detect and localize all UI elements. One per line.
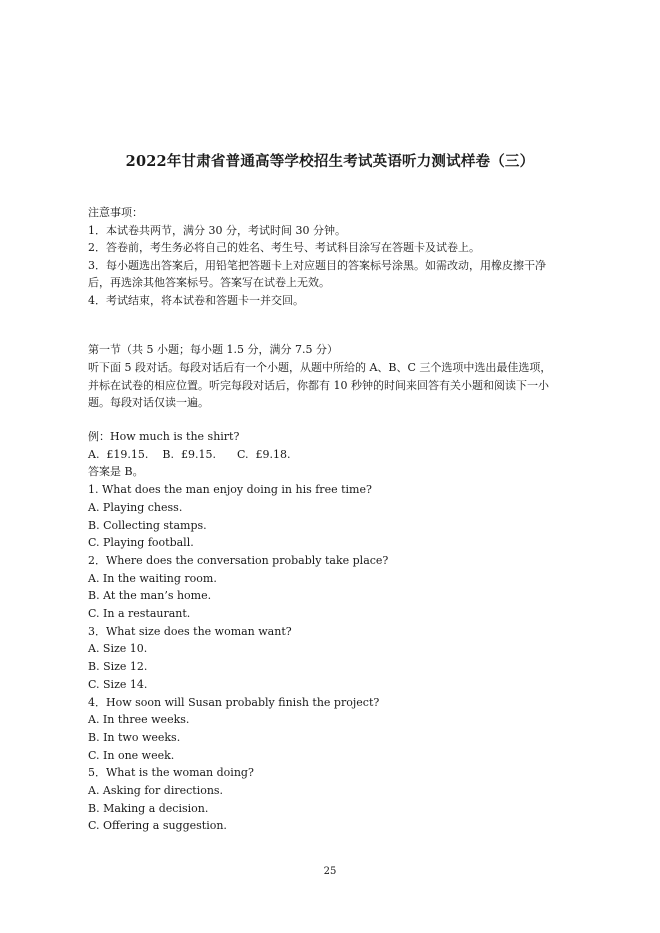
notes-heading: 注意事项： [88, 206, 143, 219]
question-option: B. Size 12. [88, 660, 148, 674]
questions-block [88, 428, 608, 835]
section-block [88, 341, 608, 412]
question-option: A. Asking for directions. [88, 784, 224, 798]
question-text: 5．What is the woman doing? [88, 766, 254, 780]
notes-line: 4．考试结束，将本试卷和答题卡一并交回。 [88, 293, 304, 307]
example-question: 例：How much is the shirt? [88, 430, 240, 443]
question-option: C. Size 14. [88, 677, 148, 691]
section-line: 并标在试卷的相应位置。听完每段对话后，你都有 10 秒钟的时间来回答有关小题和阅读下一小 [88, 378, 549, 392]
notes-line: 后，再选涂其他答案标号。答案写在试卷上无效。 [88, 276, 330, 290]
question-text: 2．Where does the conversation probably take place? [88, 553, 389, 567]
example-options: A. £19.15. B. £9.15. C. £9.18. [88, 447, 291, 461]
notes-line: 3．每小题选出答案后，用铅笔把答题卡上对应题目的答案标号涂黑。如需改动，用橡皮擦干净 [88, 258, 546, 272]
question-option: A. In three weeks. [88, 713, 190, 727]
page-number: 25 [323, 866, 337, 877]
question-option: C. In one week. [88, 748, 175, 762]
notes-block [88, 204, 608, 310]
notes-line: 1．本试卷共两节，满分 30 分，考试时间 30 分钟。 [88, 223, 346, 237]
question-option: C. Playing football. [88, 536, 194, 550]
page-title: 2022年甘肃省普通高等学校招生考试英语听力测试样卷（三） [125, 153, 535, 170]
question-option: A. Size 10. [88, 642, 148, 656]
question-option: B. At the man’s home. [88, 589, 212, 603]
example-answer: 答案是 B。 [88, 465, 144, 479]
question-option: B. In two weeks. [88, 730, 181, 744]
section-line: 题。每段对话仅读一遍。 [88, 396, 209, 410]
question-option: B. Making a decision. [88, 801, 209, 815]
notes-line: 2．答卷前，考生务必将自己的姓名、考生号、考试科目涂写在答题卡及试卷上。 [88, 241, 480, 255]
question-option: A. Playing chess. [88, 500, 183, 514]
question-text: 4．How soon will Susan probably finish the project? [88, 695, 380, 709]
question-option: A. In the waiting room. [88, 571, 217, 585]
question-text: 3．What size does the woman want? [88, 624, 292, 638]
section-line: 听下面 5 段对话。每段对话后有一个小题，从题中所给的 A、B、C 三个选项中选出最佳选项， [88, 360, 552, 374]
question-option: C. Offering a suggestion. [88, 819, 227, 833]
question-option: C. In a restaurant. [88, 607, 191, 621]
question-text: 1. What does the man enjoy doing in his free time? [88, 483, 372, 497]
section-heading: 第一节（共 5 小题；每小题 1.5 分，满分 7.5 分） [88, 343, 338, 356]
question-option: B. Collecting stamps. [88, 518, 207, 532]
